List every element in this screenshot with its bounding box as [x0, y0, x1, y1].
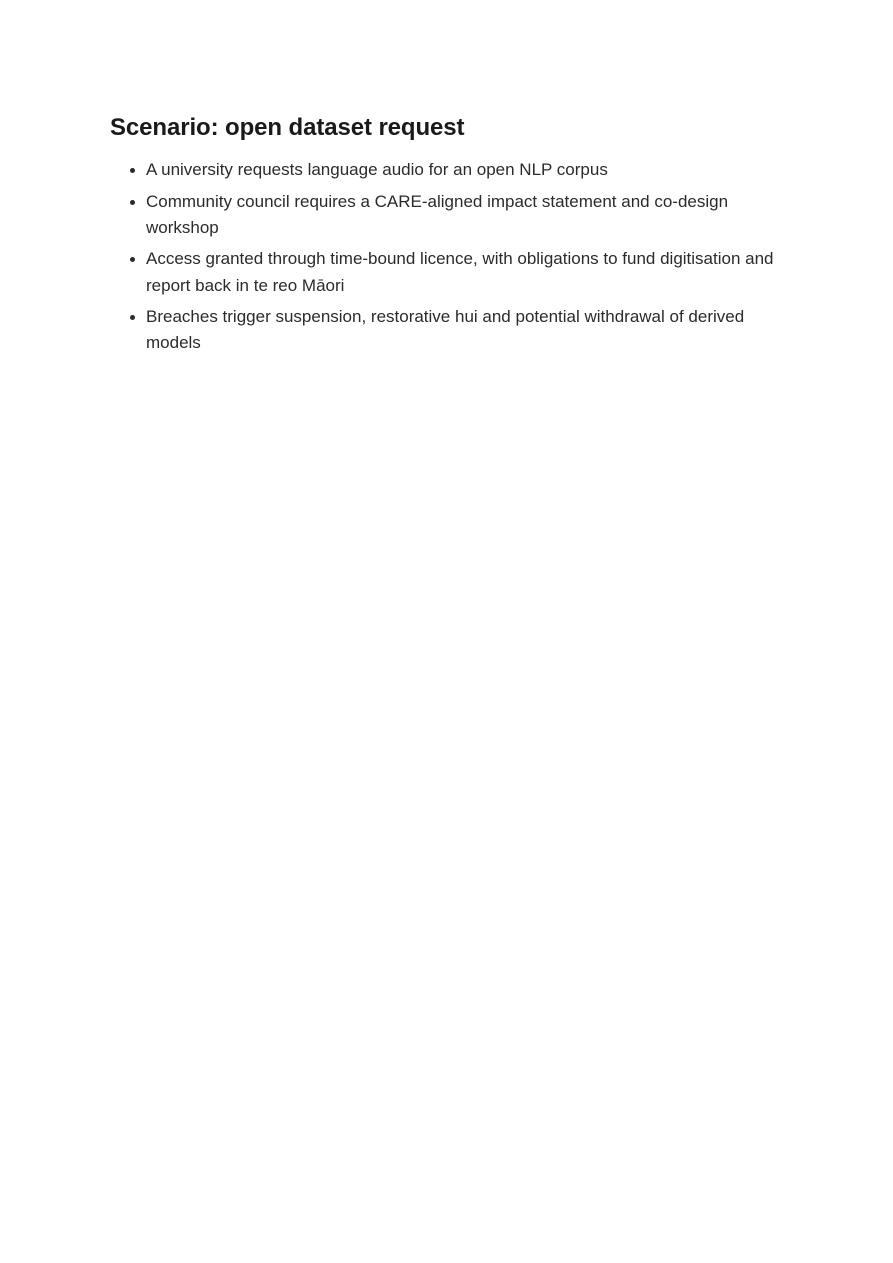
list-item: A university requests language audio for an open NLP corpus: [110, 157, 783, 183]
list-item: Access granted through time-bound licence, with obligations to fund digitisation and report back in te reo Māori: [110, 246, 783, 299]
list-item: Community council requires a CARE-aligned impact statement and co-design workshop: [110, 189, 783, 242]
bullet-list: [110, 157, 783, 356]
list-item: Breaches trigger suspension, restorative hui and potential withdrawal of derived models: [110, 304, 783, 357]
page-title: Scenario: open dataset request: [110, 114, 465, 141]
